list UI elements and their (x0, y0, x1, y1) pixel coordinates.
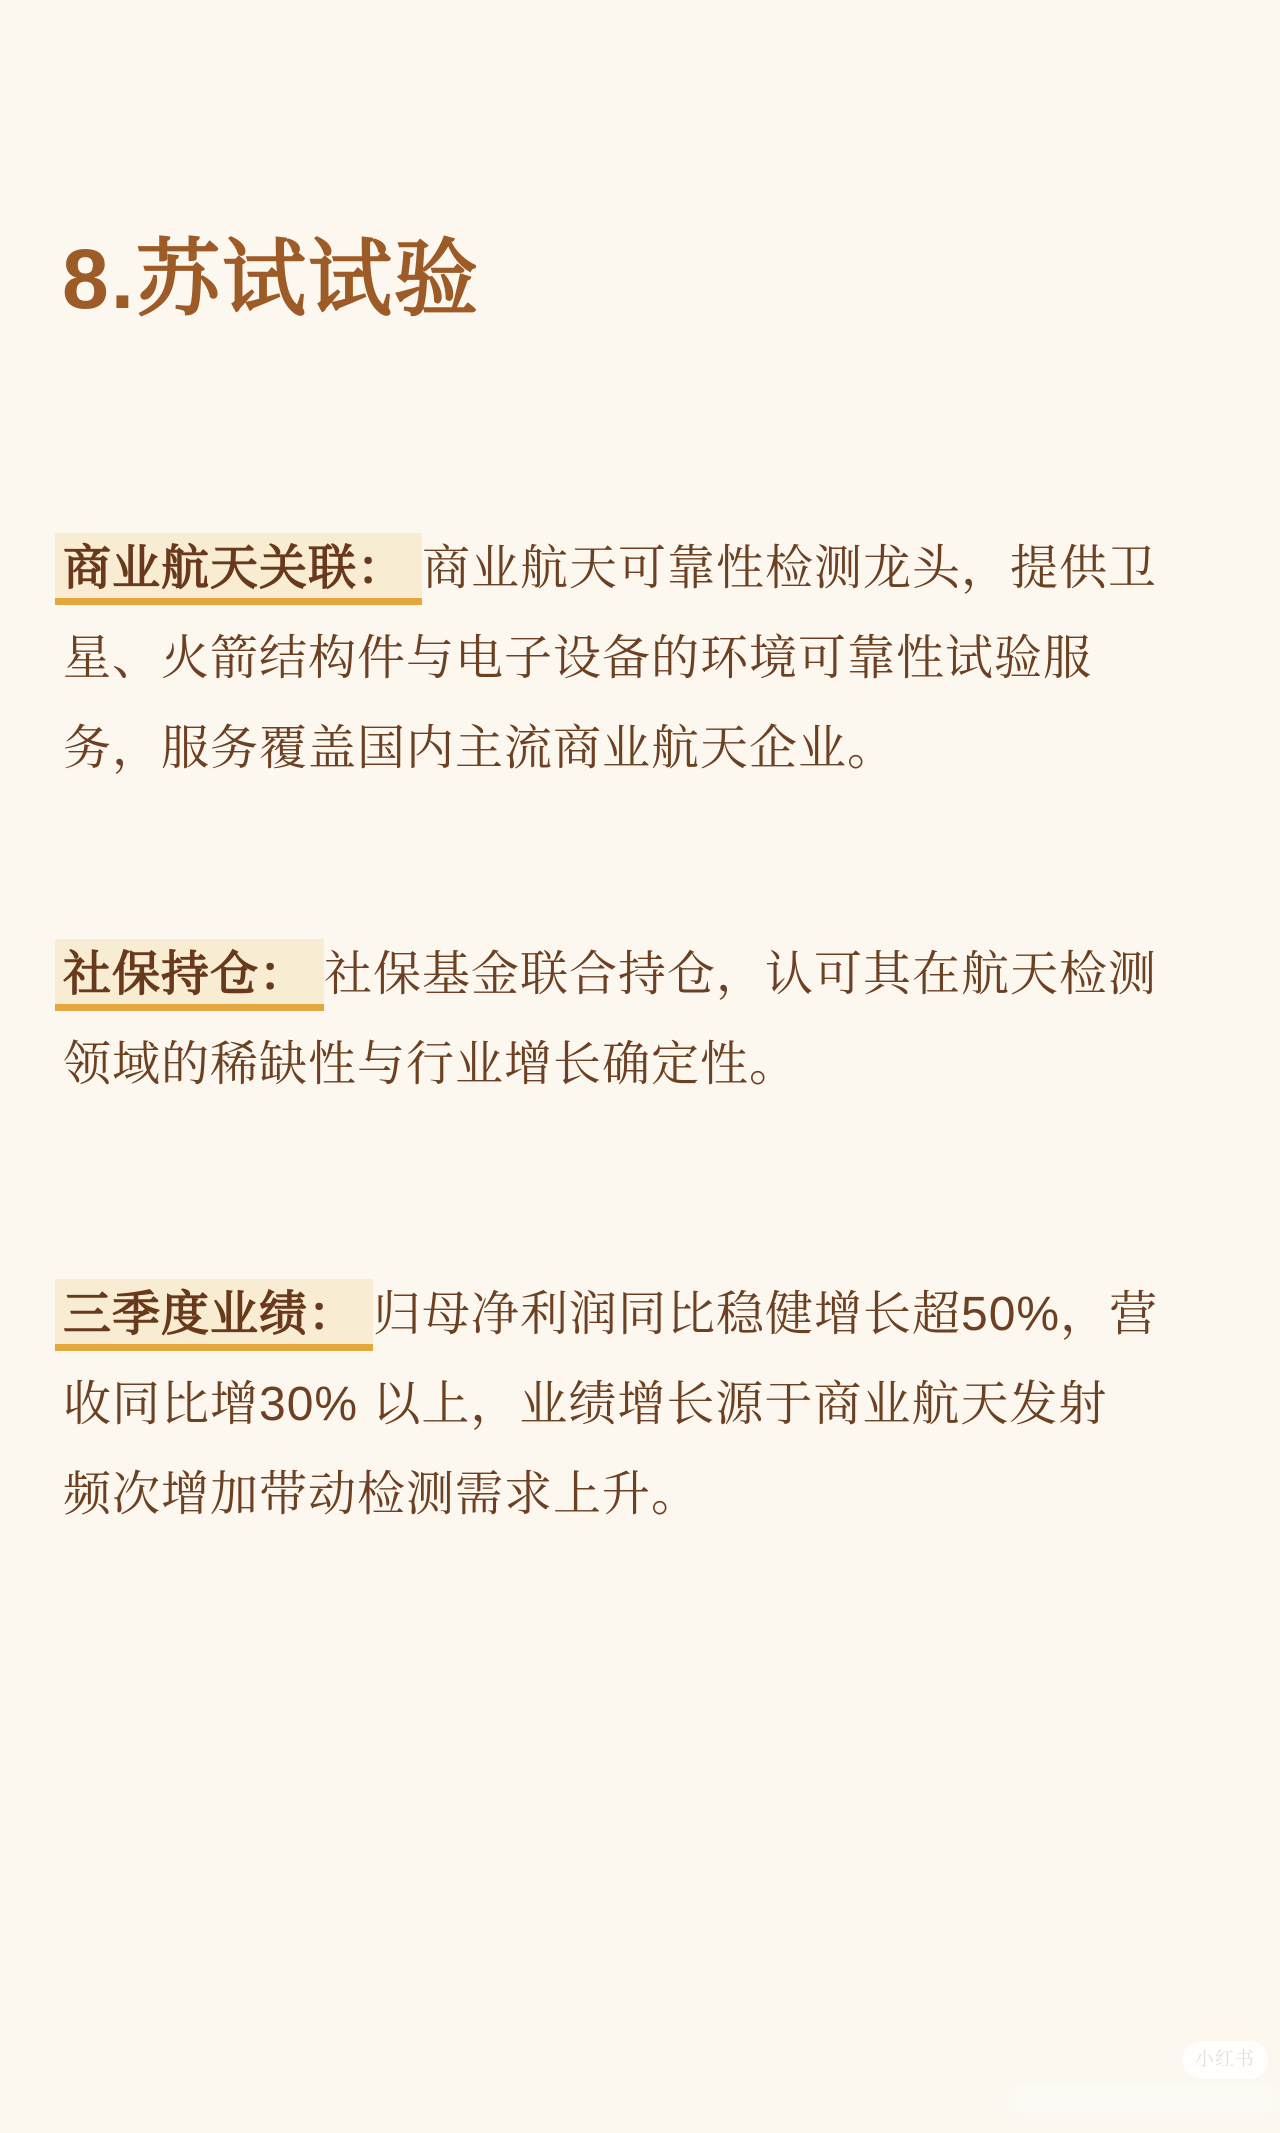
faint-watermark-smudge (1008, 2086, 1280, 2112)
text-line (63, 524, 1230, 614)
text-line (63, 1270, 1230, 1360)
text-line: 务，服务覆盖国内主流商业航天企业。 (63, 722, 897, 775)
xiaohongshu-watermark: 小红书 (1182, 2041, 1268, 2079)
section-text: 商业航天可靠性检测龙头，提供卫 (422, 542, 1158, 595)
section-text: 归母净利润同比稳健增长超50%，营 (373, 1288, 1159, 1341)
text-line: 领域的稀缺性与行业增长确定性。 (63, 1038, 799, 1091)
page-title: 8.苏试试验 (62, 232, 481, 326)
text-line: 频次增加带动检测需求上升。 (63, 1468, 701, 1521)
section-label-highlight: 三季度业绩： (55, 1279, 373, 1351)
section-social-security-holdings (63, 930, 1230, 1110)
text-line (63, 930, 1230, 1020)
section-text: 社保基金联合持仓，认可其在航天检测 (324, 948, 1158, 1001)
section-label-highlight: 商业航天关联： (55, 533, 422, 605)
section-q3-results (63, 1270, 1230, 1540)
section-commercial-aerospace (63, 524, 1230, 794)
text-line: 收同比增30% 以上，业绩增长源于商业航天发射 (63, 1378, 1108, 1431)
section-label-highlight: 社保持仓： (55, 939, 324, 1011)
text-line: 星、火箭结构件与电子设备的环境可靠性试验服 (63, 632, 1093, 685)
